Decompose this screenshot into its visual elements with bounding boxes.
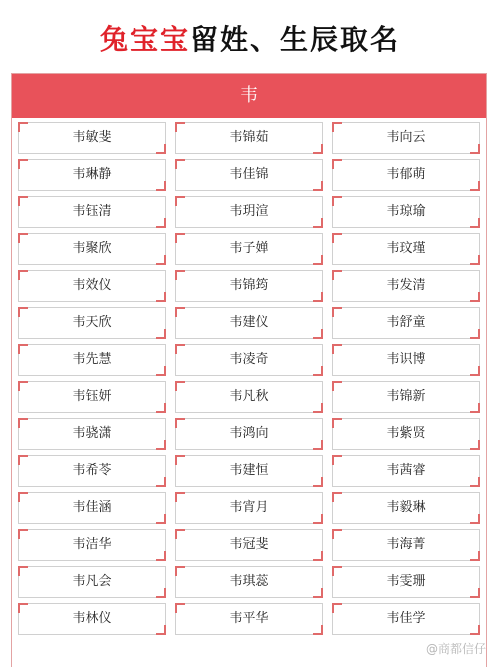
name-cell: 韦舒童: [332, 307, 480, 339]
table-row: [18, 307, 480, 339]
name-cell: 韦郁萌: [332, 159, 480, 191]
name-cell: 韦玟瑾: [332, 233, 480, 265]
name-cell: 韦天欣: [18, 307, 166, 339]
name-cell: 韦琳静: [18, 159, 166, 191]
name-cell: 韦琼瑜: [332, 196, 480, 228]
name-cell: 韦佳锦: [175, 159, 323, 191]
table-row: [18, 603, 480, 635]
table-row: [18, 492, 480, 524]
title-highlight: 兔宝宝: [99, 23, 190, 56]
name-cell: 韦林仪: [18, 603, 166, 635]
table-row: [18, 455, 480, 487]
title-rest: 留姓、生辰取名: [190, 23, 401, 56]
name-cell: 韦敏斐: [18, 122, 166, 154]
name-cell: 韦鸿向: [175, 418, 323, 450]
name-cell: 韦锦筠: [175, 270, 323, 302]
name-cell: 韦宵月: [175, 492, 323, 524]
table-row: [18, 418, 480, 450]
watermark: @商都信仔: [425, 642, 486, 656]
name-cell: 韦茜睿: [332, 455, 480, 487]
table-row: [18, 381, 480, 413]
name-cell: 韦雯珊: [332, 566, 480, 598]
name-cell: 韦冠斐: [175, 529, 323, 561]
name-cell: 韦玥渲: [175, 196, 323, 228]
name-cell: 韦建仪: [175, 307, 323, 339]
name-cell: 韦锦新: [332, 381, 480, 413]
name-cell: 韦凡秋: [175, 381, 323, 413]
surname-header: 韦: [12, 74, 486, 118]
table-row: [18, 529, 480, 561]
name-cell: 韦凌奇: [175, 344, 323, 376]
name-cell: 韦聚欣: [18, 233, 166, 265]
name-cell: 韦先慧: [18, 344, 166, 376]
name-cell: 韦紫贤: [332, 418, 480, 450]
table-row: [18, 344, 480, 376]
table-row: [18, 196, 480, 228]
name-cell: 韦平华: [175, 603, 323, 635]
name-cell: 韦锦茹: [175, 122, 323, 154]
name-cell: 韦建恒: [175, 455, 323, 487]
name-cell: 韦向云: [332, 122, 480, 154]
name-cell: 韦佳涵: [18, 492, 166, 524]
name-cell: 韦骁潇: [18, 418, 166, 450]
table-row: [18, 566, 480, 598]
table-row: [18, 233, 480, 265]
name-cell: 韦毅琳: [332, 492, 480, 524]
name-cell: 韦钰妍: [18, 381, 166, 413]
name-cell: 韦识博: [332, 344, 480, 376]
name-cell: 韦子婵: [175, 233, 323, 265]
table-row: [18, 122, 480, 154]
names-grid: [18, 122, 480, 640]
table-row: [18, 159, 480, 191]
names-table: [11, 73, 487, 667]
name-cell: 韦琪蕊: [175, 566, 323, 598]
name-cell: 韦效仪: [18, 270, 166, 302]
name-cell: 韦佳学: [332, 603, 480, 635]
name-cell: 韦发清: [332, 270, 480, 302]
table-row: [18, 270, 480, 302]
name-cell: 韦凡会: [18, 566, 166, 598]
page-title: [0, 18, 500, 58]
name-cell: 韦钰清: [18, 196, 166, 228]
name-cell: 韦洁华: [18, 529, 166, 561]
name-cell: 韦海菁: [332, 529, 480, 561]
name-cell: 韦希苓: [18, 455, 166, 487]
